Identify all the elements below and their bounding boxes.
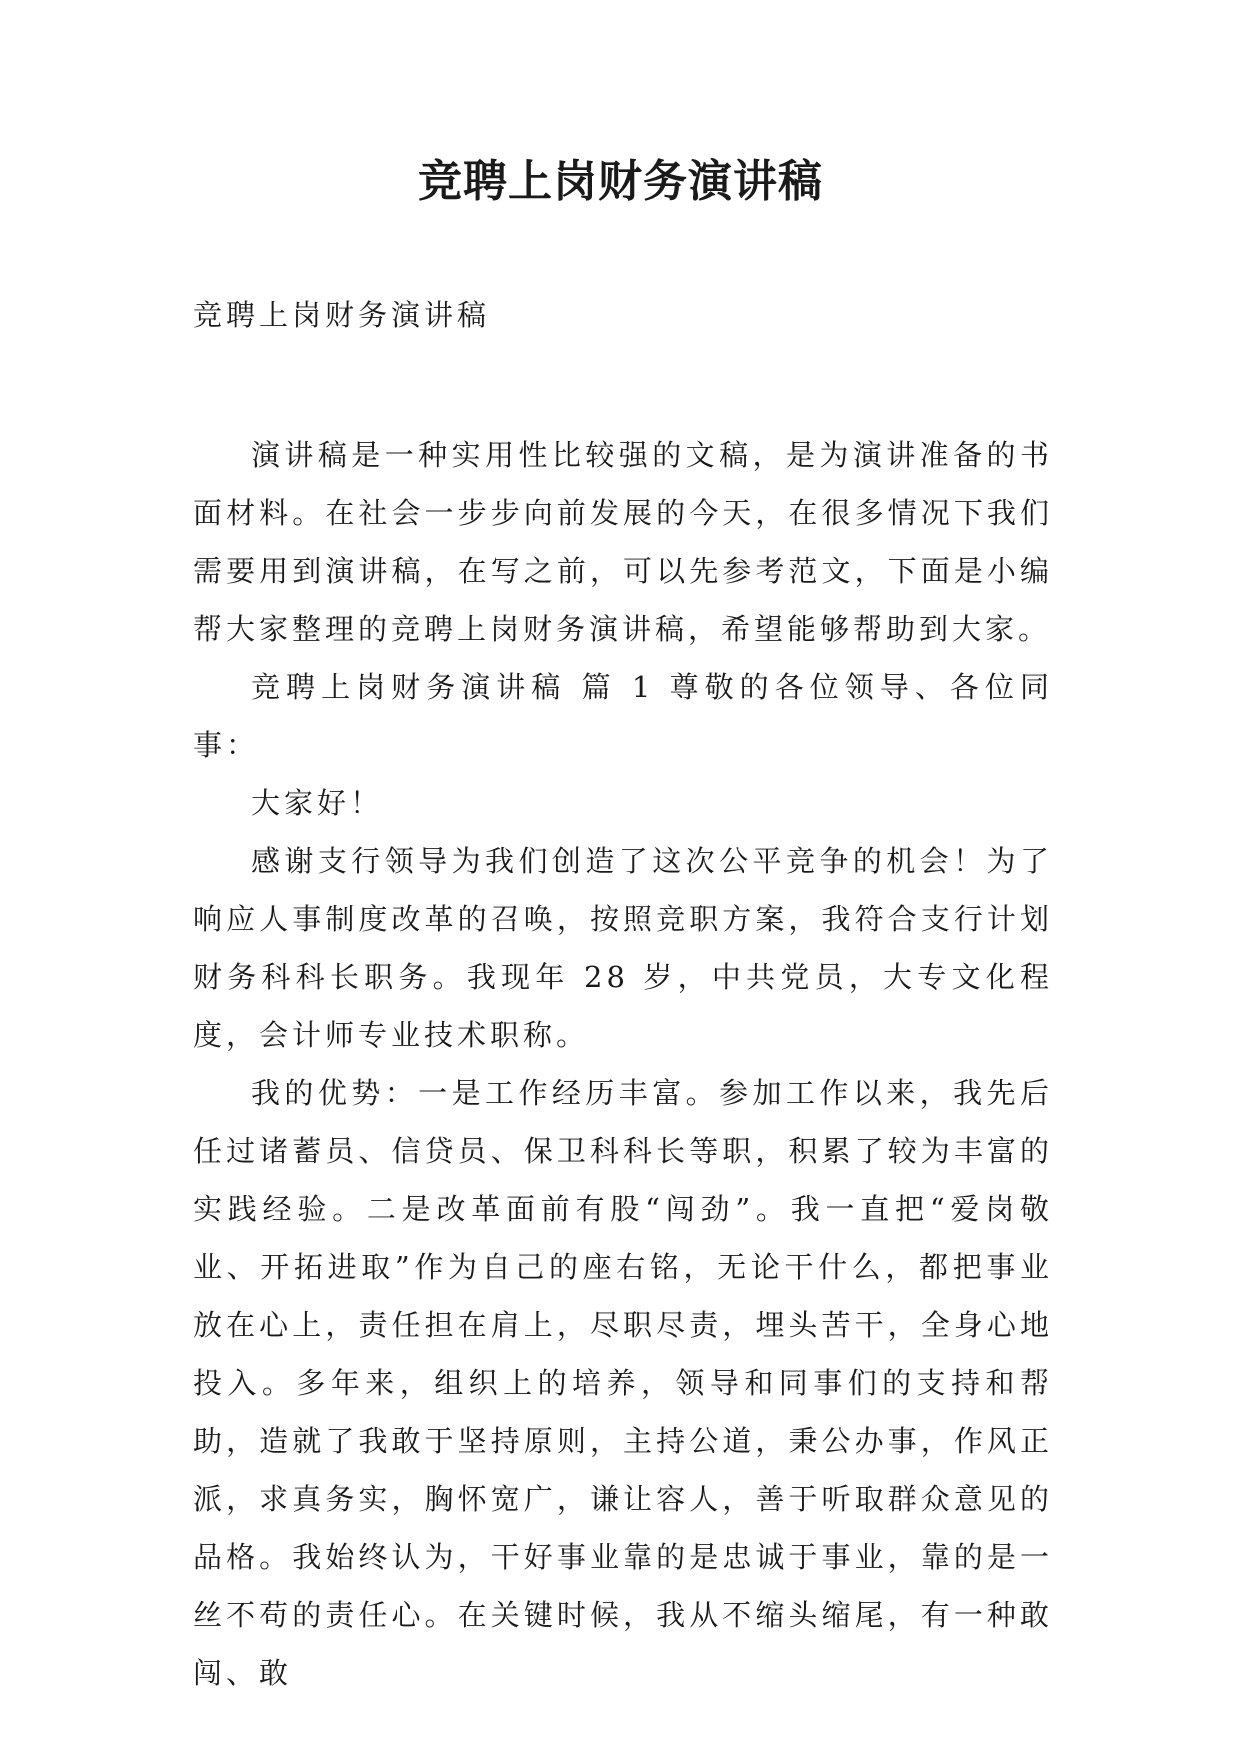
paragraph-greeting: 大家好！: [251, 786, 384, 820]
document-body: [193, 286, 1053, 1702]
blank-line: [193, 344, 1053, 426]
paragraph-advantages: 我的优势：一是工作经历丰富。参加工作以来，我先后任过诸蓄员、信贷员、保卫科科长等职，积累了较为丰富的实践经验。二是改革面前有股“闯劲”。我一直把“爱岗敬业、开拓进取”作为自己的座右铭，无论干什么，都把事业放在心上，责任担在肩上，尽职尽责，埋头苦干，全身心地投入。多年来，组织上的培养，领导和同事们的支持和帮助，造就了我敢于坚持原则，主持公道，秉公办事，作风正派，求真务实，胸怀宽广，谦让容人，善于听取群众意见的品格。我始终认为，干好事业靠的是忠诚于事业，靠的是一丝不苟的责任心。在关键时候，我从不缩头缩尾，有一种敢闯、敢: [193, 1076, 1053, 1690]
paragraph-intro: 演讲稿是一种实用性比较强的文稿，是为演讲准备的书面材料。在社会一步步向前发展的今天，在很多情况下我们需要用到演讲稿，在写之前，可以先参考范文，下面是小编帮大家整理的竞聘上岗财务演讲稿，希望能够帮助到大家。: [193, 438, 1053, 646]
paragraph-salutation: 竞聘上岗财务演讲稿 篇 1 尊敬的各位领导、各位同事：: [193, 670, 1053, 762]
paragraph-self-intro: 感谢支行领导为我们创造了这次公平竞争的机会！为了响应人事制度改革的召唤，按照竞职方案，我符合支行计划财务科科长职务。我现年 28 岁，中共党员，大专文化程度，会计师专业技术职称。: [193, 844, 1053, 1052]
document-title: 竞聘上岗财务演讲稿: [418, 156, 823, 207]
document-subtitle: 竞聘上岗财务演讲稿: [193, 298, 491, 332]
